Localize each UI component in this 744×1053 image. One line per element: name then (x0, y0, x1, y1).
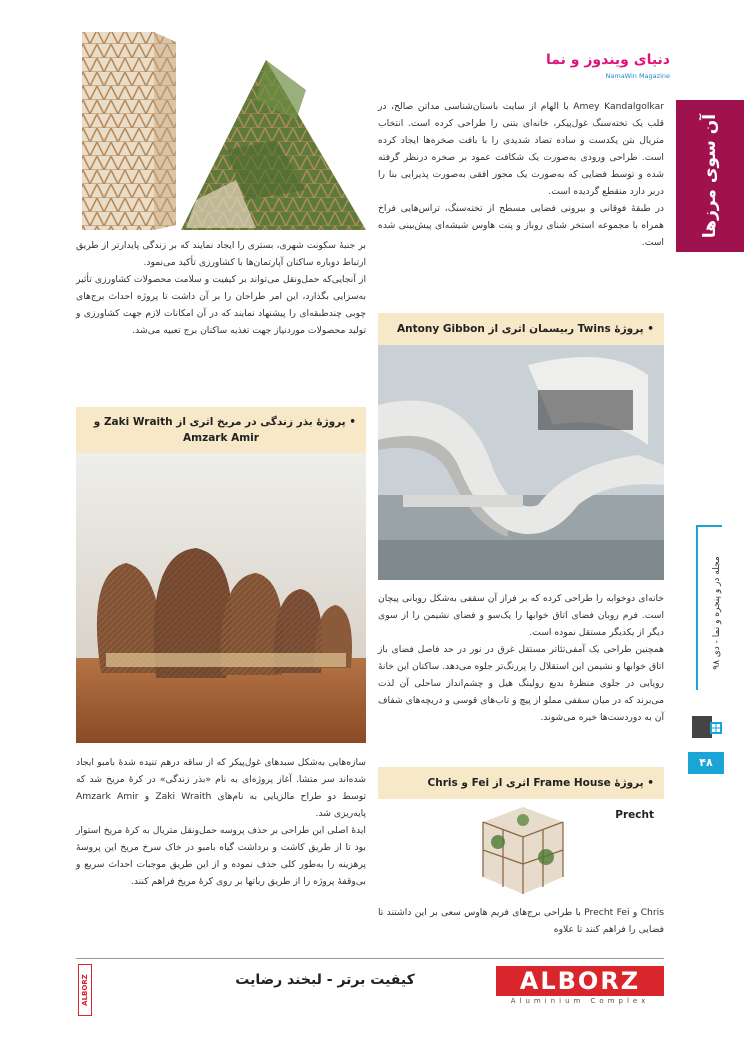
window-icon (690, 713, 724, 741)
twins-house-photo (378, 345, 664, 580)
magazine-logo (546, 52, 670, 84)
alborz-logo (496, 966, 664, 1010)
twins-paragraph-1: خانه‌ای دوخوابه را طراحی کرده که بر فراز آن سقفی به‌شکل روبانی پیچان است. فرم روبان فضای اتاق خوابها را یک‌سو و فضای نشیمن را از سوی دیگر از یکدیگر مستقل نموده است. (378, 593, 664, 638)
frame-house-photo (468, 802, 578, 897)
frame-house-paragraph: Chris و Precht Fei با طراحی برج‌های فریم هاوس سعی بر این داشتند تا فضایی را فراهم کنند تا علاوه (378, 907, 664, 935)
twins-caption-text: • پروژهٔ Twins ربیسمان اثری از Antony Gibbon (397, 323, 654, 335)
footer-credit: کیفیت برتر - لبخند رضایت (235, 972, 415, 988)
agri-paragraph-1: بر جنبهٔ سکونت شهری، بستری را ایجاد نمایند که بر زندگی پایدارتر از طریق ارتباط دوباره ساکنان آپارتمان‌ها با کشاورزی تأکید می‌نمود. (76, 240, 366, 268)
agri-tower-text (76, 237, 366, 339)
footer-side-mini-text: ALBORZ (81, 974, 89, 1006)
page-number: ۴۸ (699, 756, 713, 769)
seed-of-life-text (76, 754, 366, 890)
alborz-logo-subtitle: Aluminium Complex (510, 997, 650, 1005)
section-tab (676, 100, 744, 252)
twins-text (378, 590, 664, 726)
alborz-logo-wordmark: ALBORZ (496, 966, 664, 996)
seed-paragraph-2: ایدهٔ اصلی این طراحی بر حذف پروسه حمل‌ونقل متریال به کرهٔ مریخ استوار بود تا از طریق کاشت و برداشت گیاه بامبو در خاک سرخ مریخ این پروسهٔ پرهزینه را به‌طور کلی حذف نموده و از این طریق موجبات احداث سریع و بی‌وقفهٔ پروژه را از طریق رباتها بر روی کرهٔ مریخ فراهم کنند. (76, 825, 366, 887)
frame-house-caption-text: • پروژهٔ Frame House اثری از Fei و Chris Precht (427, 777, 654, 821)
side-rail-line (696, 525, 698, 690)
page-number-badge (688, 752, 724, 774)
twins-paragraph-2: همچنین طراحی یک آمفی‌تئاتر مستقل غرق در نور در حد فاصل فضای باز اتاق خوابها و نشیمن این استقلال را پررنگ‌تر جلوه می‌دهد. ساکنان این خانهٔ رویایی در جلوی منظرهٔ بدیع رولینگ هیل و چشم‌انداز ساحلی آن لذت می‌برند که در میان سقفی مملو از پیچ و تاب‌های قوسی و دریچه‌های شفاف آن به دوردست‌ها خیره می‌شوند. (378, 644, 664, 723)
section-tab-label: آن سوی مرزها (700, 113, 720, 239)
mars-bamboo-photo (76, 453, 366, 743)
intro-paragraph-1: Amey Kandalgolkar با الهام از سایت باستان‌شناسی مداتن صالح، در قلب یک تخته‌سنگ غول‌پیکر، خانه‌ای بتنی را طراحی کرده است. انتخاب متریال بتن یکدست و ساده تضاد شدیدی را با بافت صخره‌ها ایجاد کرده است. طراحی ورودی به‌صورت یک شکافت عمود بر صخره درنظر گرفته شده و توسط فضایی که به‌صورت یک محور افقی به‌صورت پذیرایی بنا را دربر دارد منقطع گردیده است. (378, 101, 665, 197)
seed-paragraph-1: سازه‌هایی به‌شکل سبدهای غول‌پیکر که از ساقه درهم تنیده شدهٔ بامبو ایجاد شده‌اند سر متشا. آغاز پروژه‌ای به نام «بذر زندگی» در کرهٔ مریخ شد که توسط دو طراح مالزیایی به نام‌های Zaki Wraith و Amzark Amir پایه‌ریزی شد. (76, 757, 366, 819)
intro-paragraph-2: در طبقهٔ فوقانی و بیرونی فضایی مسطح از تخته‌سنگ، تراس‌هایی فراخ همراه با مجموعه استخر شنای روباز و پنت هاوس شیشه‌ای پیش‌بینی شده است. (378, 203, 664, 248)
timber-towers-photo (76, 30, 366, 235)
frame-house-caption (378, 767, 664, 821)
seed-caption-line-1: • پروژهٔ بذر زندگی در مریخ اثری از Zaki Wraith و (93, 416, 356, 428)
frame-house-text (378, 904, 664, 938)
issue-text: مجله در و پنجره و نما - دی ۹۸ (712, 556, 722, 670)
magazine-logo-sub: NamaWin Magazine (605, 72, 670, 80)
agri-paragraph-2: از آنجایی‌که حمل‌ونقل می‌تواند بر کیفیت و سلامت محصولات کشاورزی تأثیر به‌سزایی بگذارد، این امر طراحان را بر آن داشت تا پروژه احداث برج‌های چوبی چندطبقه‌ای را پیشنهاد نمایند که در آن امکانات لازم جهت کشاورزی و تولید محصولات موردنیاز جهت تغذیه ساکنان برج تعبیه می‌شد. (76, 274, 366, 336)
footer-side-mini (78, 964, 92, 1016)
footer-divider (76, 958, 664, 959)
magazine-logo-brand: دنیای ویندوز و نما (546, 52, 670, 68)
intro-text (378, 98, 664, 251)
twins-caption (378, 313, 664, 345)
seed-caption-line-2: Amzark Amir (183, 432, 259, 444)
seed-of-life-caption (76, 407, 366, 453)
